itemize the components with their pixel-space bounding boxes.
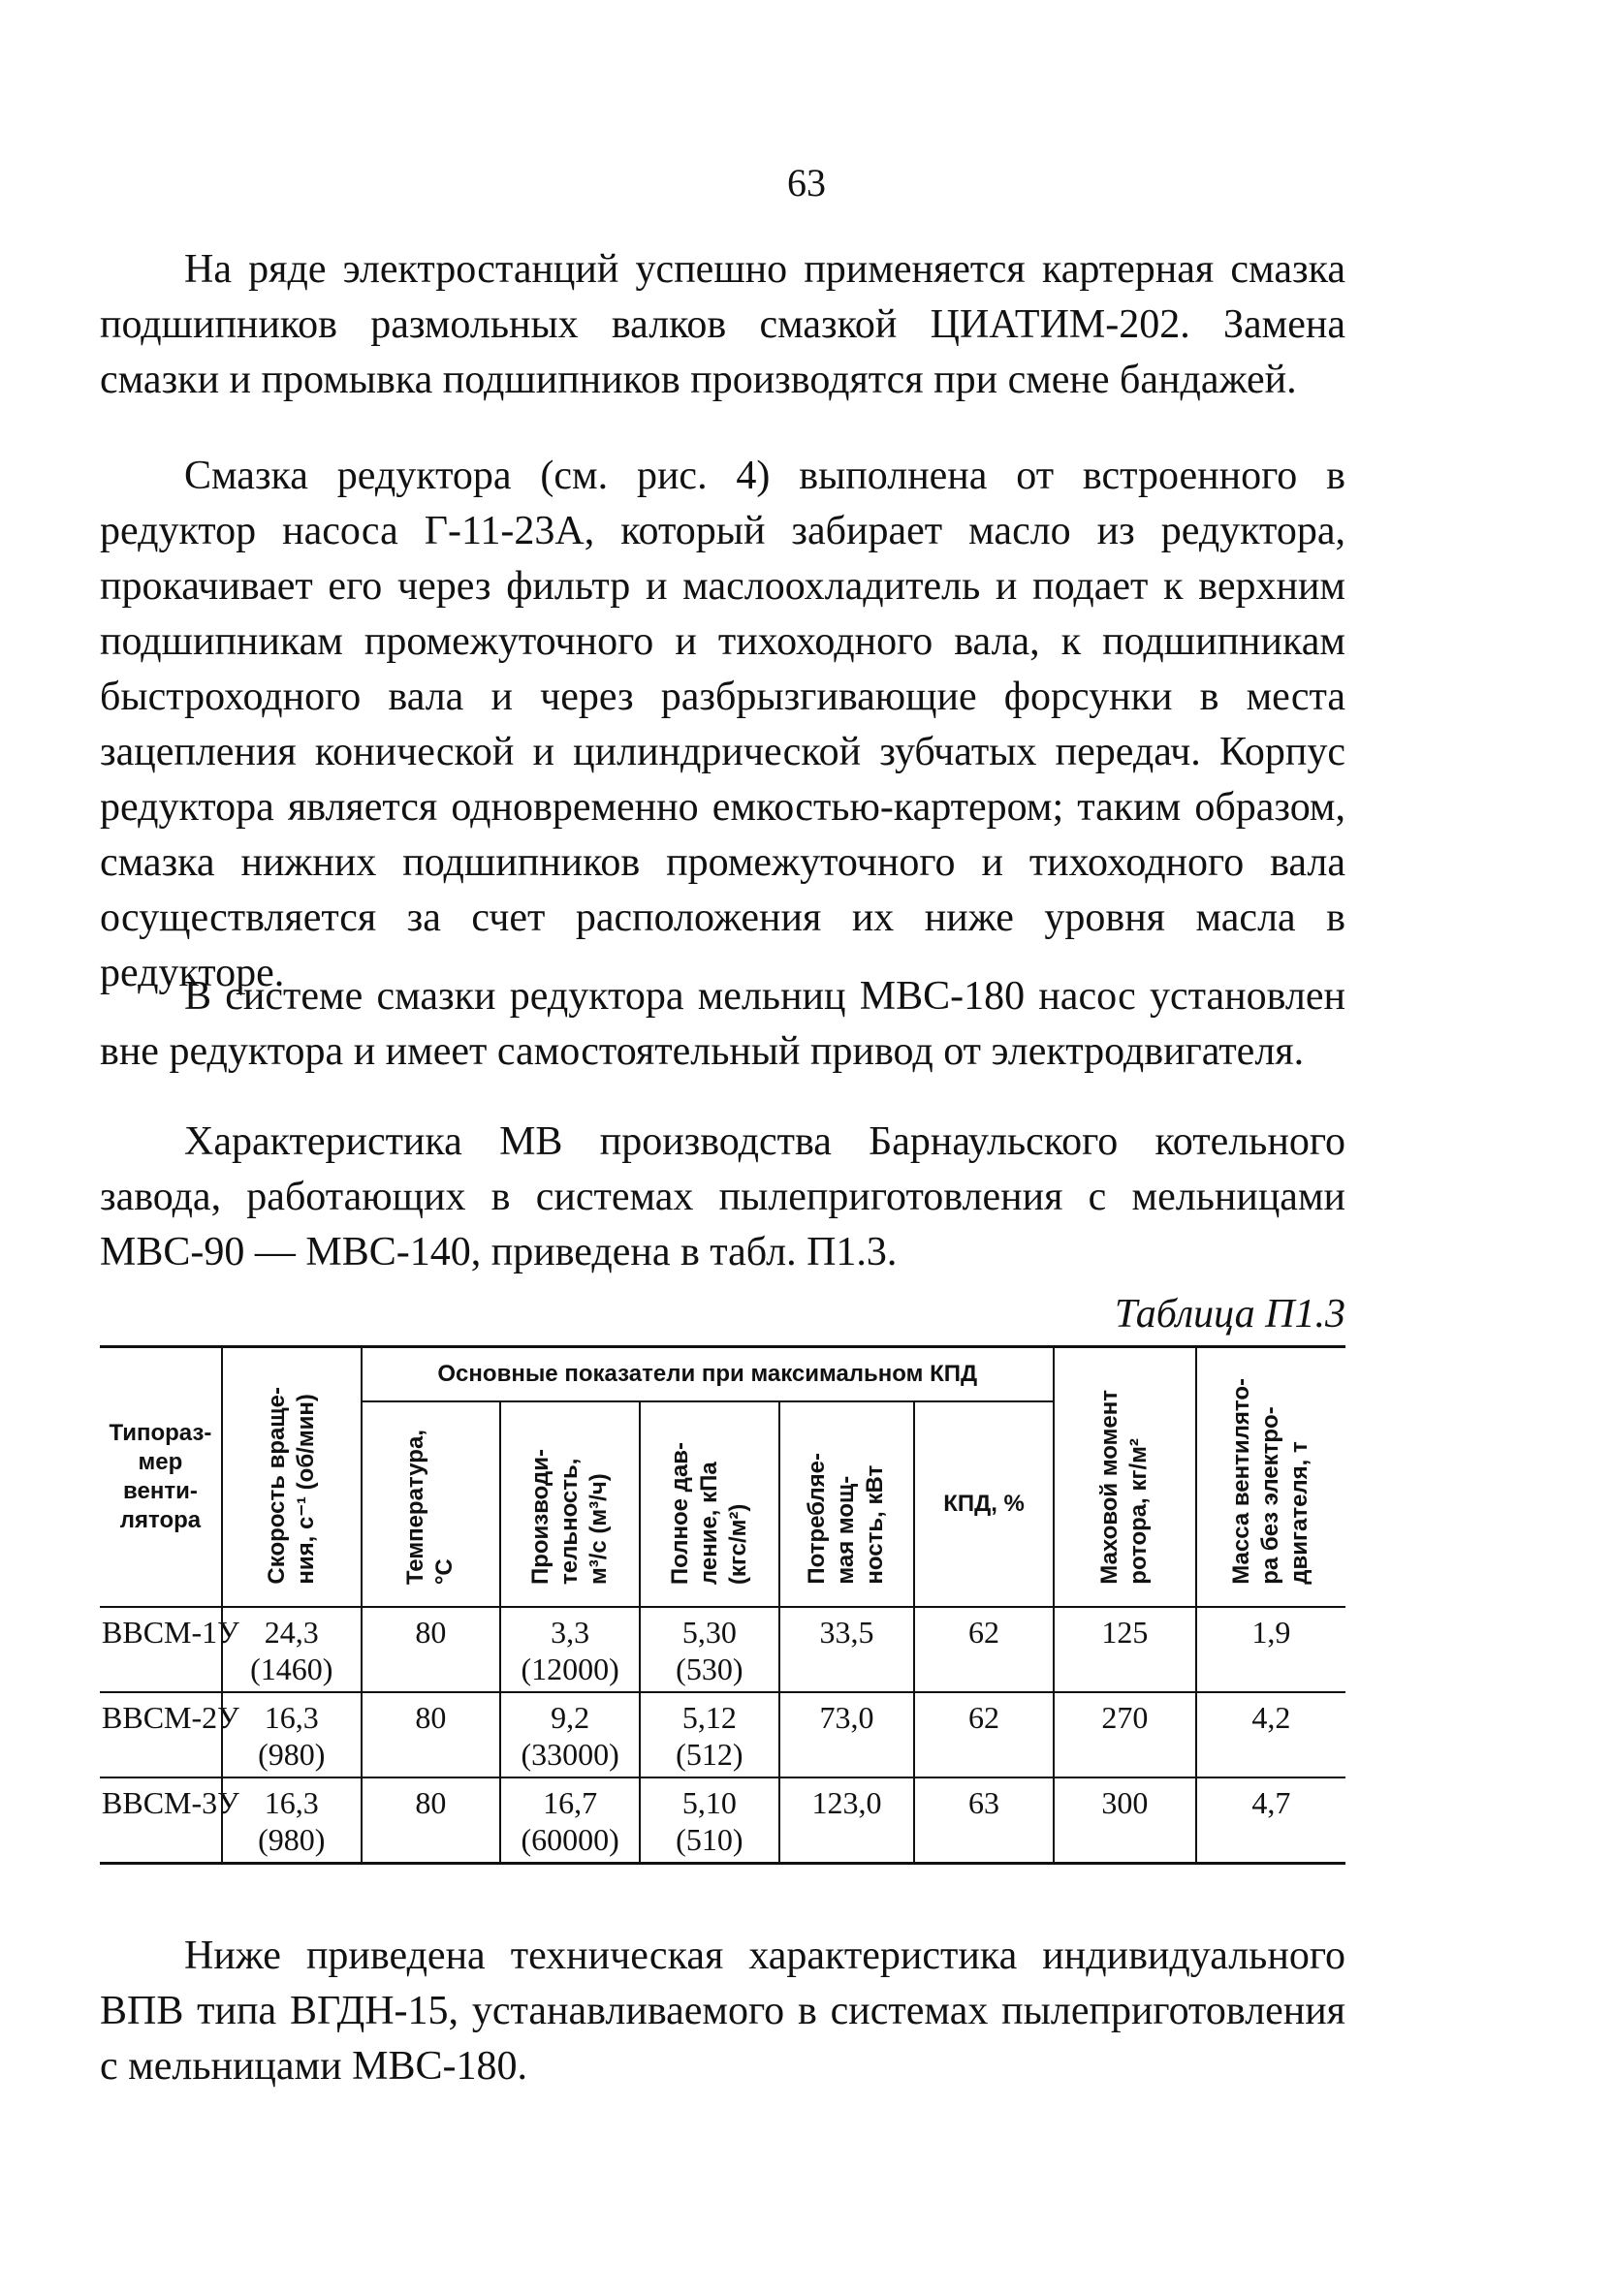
cell-temperature: 80 <box>362 1777 501 1864</box>
cell-speed-value: 24,3 <box>264 1615 319 1650</box>
cell-capacity <box>500 1607 640 1692</box>
cell-moment: 125 <box>1054 1607 1196 1692</box>
cell-capacity-hourly: (12000) <box>521 1651 619 1686</box>
cell-type: ВВСМ-1У <box>100 1607 222 1692</box>
header-capacity <box>500 1401 640 1607</box>
paragraph-1 <box>100 242 1345 408</box>
cell-efficiency: 63 <box>914 1777 1054 1864</box>
cell-pressure-kgs: (512) <box>676 1737 743 1772</box>
cell-efficiency: 62 <box>914 1607 1054 1692</box>
cell-capacity-value: 9,2 <box>551 1700 590 1735</box>
header-pressure <box>640 1401 779 1607</box>
cell-type: ВВСМ-2У <box>100 1692 222 1777</box>
cell-capacity-value: 3,3 <box>551 1615 590 1650</box>
paragraph-4 <box>100 1115 1345 1280</box>
cell-temperature: 80 <box>362 1607 501 1692</box>
cell-pressure <box>640 1692 779 1777</box>
cell-type: ВВСМ-3У <box>100 1777 222 1864</box>
header-temperature-text: Температура, °С <box>402 1429 459 1585</box>
header-moment <box>1054 1347 1196 1608</box>
cell-speed <box>222 1777 362 1864</box>
cell-capacity <box>500 1692 640 1777</box>
header-power <box>779 1401 915 1607</box>
header-efficiency: КПД, % <box>914 1401 1054 1607</box>
cell-speed-rpm: (980) <box>258 1737 326 1772</box>
paragraph-text: Характеристика МВ производства Барнаульского котельного завода, работающих в системах пылеприготовления с мельницами МВС-90 — МВС-140, приведена в табл. П1.3. <box>100 1119 1345 1274</box>
cell-moment: 300 <box>1054 1777 1196 1864</box>
cell-pressure-value: 5,30 <box>681 1615 737 1650</box>
paragraph-5 <box>100 1929 1345 2094</box>
page-number: 63 <box>787 161 826 204</box>
header-speed-text: Скорость враще- ния, с⁻¹ (об/мин) <box>263 1387 319 1585</box>
header-power-text: Потребляе- мая мощ- ность, кВт <box>804 1453 889 1585</box>
cell-capacity <box>500 1777 640 1864</box>
cell-pressure-kgs: (510) <box>676 1822 743 1857</box>
header-group: Основные показатели при максимальном КПД <box>362 1347 1054 1402</box>
header-pressure-text: Полное дав- ление, кПа (кгс/м²) <box>666 1441 751 1585</box>
cell-speed <box>222 1692 362 1777</box>
cell-mass: 4,2 <box>1196 1692 1345 1777</box>
header-temperature <box>362 1401 501 1607</box>
cell-power: 123,0 <box>779 1777 915 1864</box>
cell-speed <box>222 1607 362 1692</box>
table-row <box>100 1607 1345 1692</box>
cell-temperature: 80 <box>362 1692 501 1777</box>
fan-spec-table <box>100 1345 1345 1865</box>
cell-power: 73,0 <box>779 1692 915 1777</box>
table-row <box>100 1692 1345 1777</box>
cell-moment: 270 <box>1054 1692 1196 1777</box>
header-mass-text: Масса вентилято- ра без электро- двигателя, т <box>1228 1378 1313 1585</box>
cell-speed-value: 16,3 <box>264 1700 319 1735</box>
cell-pressure <box>640 1607 779 1692</box>
cell-mass: 1,9 <box>1196 1607 1345 1692</box>
cell-pressure-kgs: (530) <box>676 1651 743 1686</box>
cell-capacity-value: 16,7 <box>543 1785 598 1820</box>
cell-pressure-value: 5,10 <box>681 1785 737 1820</box>
cell-speed-value: 16,3 <box>264 1785 319 1820</box>
paragraph-3 <box>100 969 1345 1080</box>
cell-capacity-hourly: (60000) <box>521 1822 619 1857</box>
table-row <box>100 1777 1345 1864</box>
header-mass <box>1196 1347 1345 1608</box>
cell-mass: 4,7 <box>1196 1777 1345 1864</box>
header-type <box>100 1347 222 1608</box>
table-caption: Таблица П1.3 <box>1114 1292 1345 1337</box>
cell-speed-rpm: (1460) <box>250 1651 333 1686</box>
header-moment-text: Маховой момент ротора, кг/м² <box>1096 1390 1153 1585</box>
paragraph-text: Ниже приведена техническая характеристика индивидуального ВПВ типа ВГДН-15, устанавливаемого в системах пылеприготовления с мельницами МВС-180. <box>100 1934 1345 2089</box>
paragraph-text: В системе смазки редуктора мельниц МВС-180 насос установлен вне редуктора и имеет самостоятельный привод от электродвигателя. <box>100 974 1345 1074</box>
header-speed <box>222 1347 362 1608</box>
cell-speed-rpm: (980) <box>258 1822 326 1857</box>
header-type-text: Типораз- мер венти- лятора <box>109 1420 212 1533</box>
cell-pressure-value: 5,12 <box>681 1700 737 1735</box>
header-capacity-text: Производи- тельность, м³/с (м³/ч) <box>527 1448 613 1585</box>
cell-pressure <box>640 1777 779 1864</box>
cell-power: 33,5 <box>779 1607 915 1692</box>
cell-efficiency: 62 <box>914 1692 1054 1777</box>
cell-capacity-hourly: (33000) <box>521 1737 619 1772</box>
paragraph-text: Смазка редуктора (см. рис. 4) выполнена от встроенного в редуктор насоса Г-11-23А, который забирает масло из редуктора, прокачивает его через фильтр и маслоохладитель и подает к верхним подшипникам промежуточного и тихоходного вала, к подшипникам быстроходного вала и через разбрызгивающие форсунки в места зацепления конической и цилиндрической зубчатых передач. Корпус редуктора является одновременно емкостью-картером; таким образом, смазка нижних подшипников промежуточного и тихоходного вала осуществляется за счет расположения их ниже уровня масла в редукторе. <box>100 454 1345 995</box>
paragraph-2 <box>100 449 1345 1001</box>
paragraph-text: На ряде электростанций успешно применяется картерная смазка подшипников размольных валков смазкой ЦИАТИМ-202. Замена смазки и промывка подшипников производятся при смене бандажей. <box>100 247 1345 402</box>
